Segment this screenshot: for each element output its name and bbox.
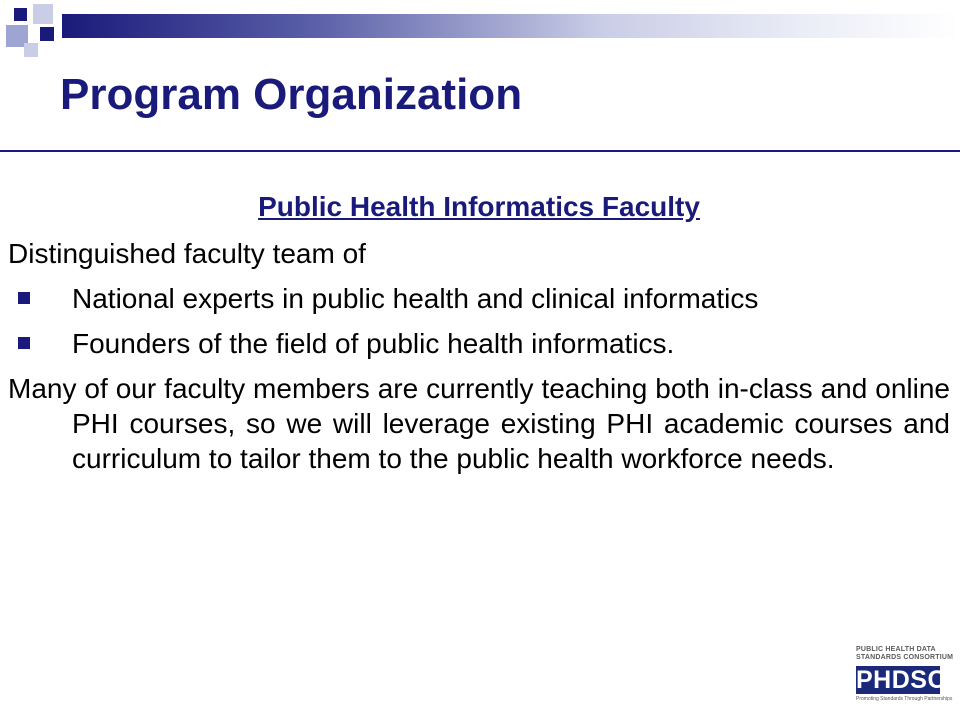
bullet-item — [8, 281, 950, 316]
logo-line-1: PUBLIC HEALTH DATA — [856, 646, 936, 653]
decor-square-light-2 — [24, 43, 38, 57]
header-gradient-bar — [62, 14, 960, 38]
logo-tagline: Promoting Standards Through Partnerships — [856, 696, 953, 702]
title-divider — [0, 150, 960, 152]
logo-line-2: STANDARDS CONSORTIUM — [856, 654, 954, 661]
phdsc-logo — [848, 646, 954, 710]
logo-acronym: PHDSC — [856, 666, 947, 694]
closing-paragraph: Many of our faculty members are currently teaching both in-class and online PHI courses, so we will leverage existing PHI academic courses and curriculum to tailor them to the public health workforce needs. — [8, 373, 950, 474]
bullet-item — [8, 326, 950, 361]
bullet-text: National experts in public health and clinical informatics — [72, 283, 759, 314]
decor-square-light-1 — [33, 4, 53, 24]
section-subheading: Public Health Informatics Faculty — [258, 191, 700, 222]
decor-square-navy-1 — [14, 8, 27, 21]
square-bullet-icon — [18, 292, 30, 304]
square-bullet-icon — [18, 337, 30, 349]
slide-body — [8, 186, 950, 484]
bullet-list — [8, 281, 950, 361]
decor-square-navy-2 — [40, 27, 54, 41]
slide-title: Program Organization — [60, 70, 523, 119]
bullet-text: Founders of the field of public health informatics. — [72, 328, 675, 359]
intro-text: Distinguished faculty team of — [8, 238, 366, 269]
